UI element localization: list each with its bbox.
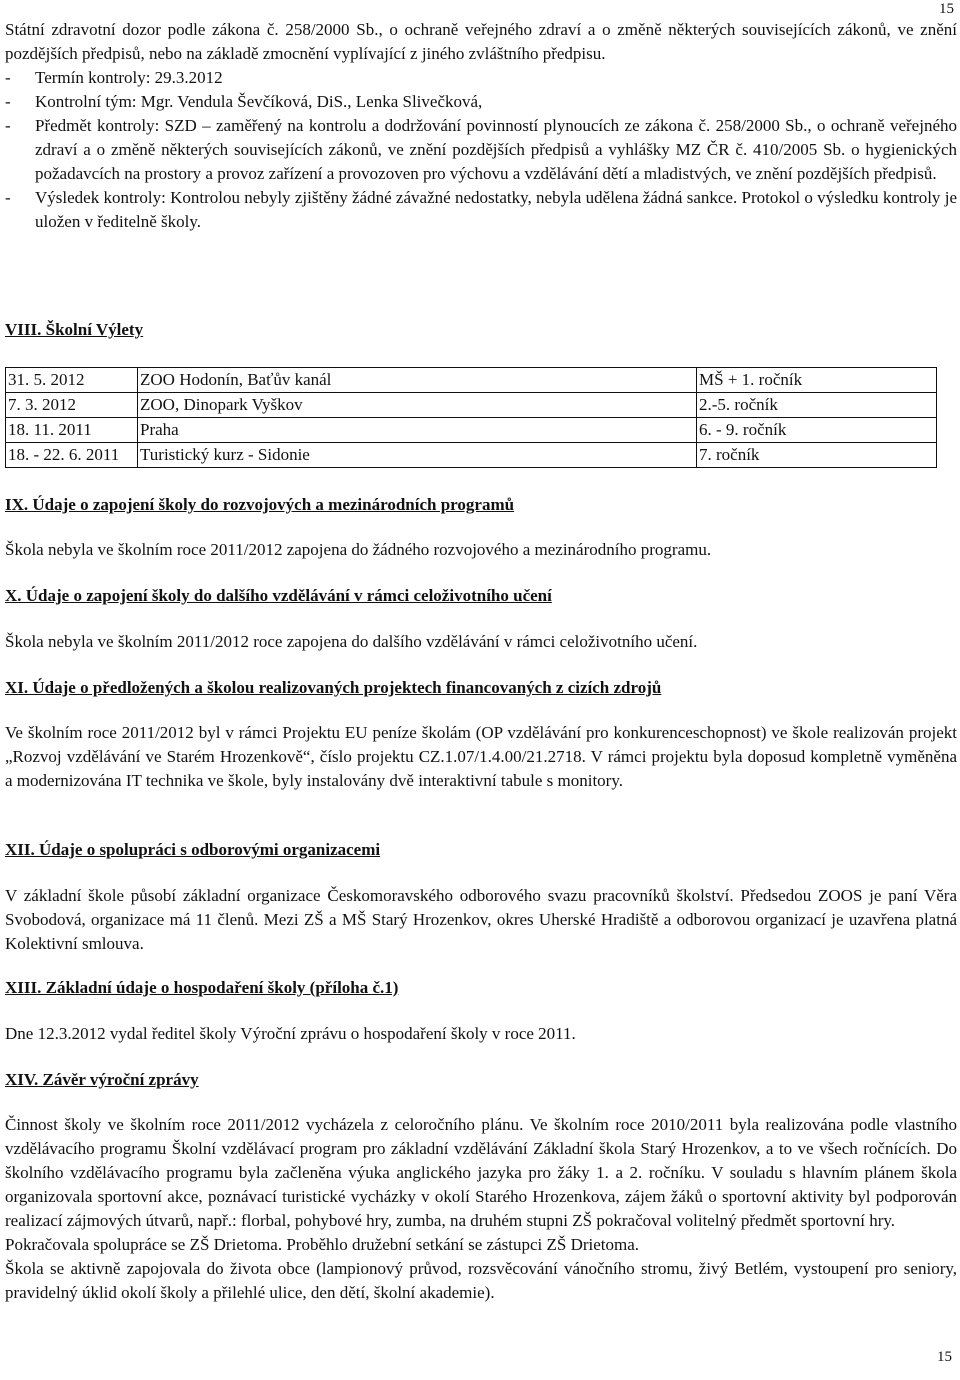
trip-date: 31. 5. 2012 <box>6 368 138 393</box>
intro-item <box>5 186 957 234</box>
inspection-date: Termín kontroly: 29.3.2012 <box>35 68 223 87</box>
trips-table <box>5 367 937 468</box>
section-xiii-heading: XIII. Základní údaje o hospodaření školy (příloha č.1) <box>5 978 399 997</box>
trip-date: 18. - 22. 6. 2011 <box>6 443 138 468</box>
section-x-text: Škola nebyla ve školním 2011/2012 roce zapojena do dalšího vzdělávání v rámci celoživotního učení. <box>5 632 698 651</box>
trip-place: ZOO Hodonín, Baťův kanál <box>138 368 697 393</box>
trip-class: 7. ročník <box>697 443 937 468</box>
page-number-bottom: 15 <box>937 1349 952 1365</box>
trip-class: MŠ + 1. ročník <box>697 368 937 393</box>
section-ix-text: Škola nebyla ve školním roce 2011/2012 zapojena do žádného rozvojového a mezinárodního programu. <box>5 540 712 559</box>
bullet-dash: - <box>5 188 11 207</box>
section-xi-heading: XI. Údaje o předložených a školou realizovaných projektech financovaných z cizích zdrojů <box>5 678 662 697</box>
inspection-subject: Předmět kontroly: SZD – zaměřený na kontrolu a dodržování povinností plynoucích ze zákona č. 258/2000 Sb., o ochraně veřejného zdraví a o změně některých souvisejících zákonů, ve znění pozdějších předpisů a vyhlášky MZ ČR č. 410/2005 Sb. o hygienických požadavcích na prostory a provoz zařízení a provozoven pro výchovu a vzdělávání dětí a mladistvých, ve znění pozdějších předpisů. <box>35 116 957 183</box>
trip-date: 7. 3. 2012 <box>6 393 138 418</box>
section-xii-text: V základní škole působí základní organizace Českomoravského odborového svazu pracovníků školství. Předsedou ZOOS je paní Věra Svobodová, organizace má 11 členů. Mezi ZŠ a MŠ Starý Hrozenkov, okres Uherské Hradiště a odborovou organizací je uzavřena platná Kolektivní smlouva. <box>5 886 957 953</box>
conclusion-paragraph-1: Činnost školy ve školním roce 2011/2012 vycházela z celoročního plánu. Ve školním roce 2010/2011 byla realizována podle vlastního vzdělávacího programu Školní vzdělávací program pro základní vzdělávání Základní škola Starý Hrozenkov, a to ve všech ročnících. Do školního vzdělávacího programu byla začleněna výuka anglického jazyka pro žáky 1. a 2. ročníku. V souladu s hlavním plánem škola organizovala sportovní akce, poznávací turistické vycházky v okolí Starého Hrozenkova, zájem žáků o sportovní aktivity byl podporován realizací zájmových útvarů, např.: florbal, pohybové hry, zumba, na druhém stupni ZŠ pokračoval volitelný předmět sportovní hry. <box>5 1115 957 1230</box>
section-xiii-text: Dne 12.3.2012 vydal ředitel školy Výroční zprávu o hospodaření školy v roce 2011. <box>5 1024 576 1043</box>
section-xiv-body <box>5 1113 957 1305</box>
table-row <box>6 443 937 468</box>
trip-place: Turistický kurz - Sidonie <box>138 443 697 468</box>
table-row <box>6 393 937 418</box>
bullet-dash: - <box>5 116 11 135</box>
intro-block <box>5 18 957 234</box>
page-number-top: 15 <box>939 1 954 17</box>
section-x-heading: X. Údaje o zapojení školy do dalšího vzdělávání v rámci celoživotního učení <box>5 586 552 605</box>
table-row <box>6 418 937 443</box>
inspection-result: Výsledek kontroly: Kontrolou nebyly zjištěny žádné závažné nedostatky, nebyla udělena žádná sankce. Protokol o výsledku kontroly je uložen v ředitelně školy. <box>35 188 957 231</box>
trips-table-wrap <box>5 367 957 468</box>
trip-class: 6. - 9. ročník <box>697 418 937 443</box>
intro-item <box>5 114 957 186</box>
section-viii-heading: VIII. Školní Výlety <box>5 320 144 339</box>
section-ix-heading: IX. Údaje o zapojení školy do rozvojových a mezinárodních programů <box>5 495 515 514</box>
intro-item <box>5 66 957 90</box>
table-row <box>6 368 937 393</box>
inspection-team: Kontrolní tým: Mgr. Vendula Ševčíková, DiS., Lenka Slivečková, <box>35 92 483 111</box>
conclusion-paragraph-3: Škola se aktivně zapojovala do života obce (lampionový průvod, rozsvěcování vánočního stromu, živý Betlém, vystoupení pro seniory, pravidelný úklid okolí školy a přilehlé ulice, den dětí, školní akademie). <box>5 1259 957 1302</box>
bullet-dash: - <box>5 68 11 87</box>
trip-class: 2.-5. ročník <box>697 393 937 418</box>
intro-item <box>5 90 957 114</box>
section-xi-text: Ve školním roce 2011/2012 byl v rámci Projektu EU peníze školám (OP vzdělávání pro konkurenceschopnost) ve škole realizován projekt „Rozvoj vzdělávání ve Starém Hrozenkově“, číslo projektu CZ.1.07/1.4.00/21.2718. V rámci projektu byla doposud kompletně vyměněna a modernizována IT technika ve škole, byly instalovány dvě interaktivní tabule s monitory. <box>5 723 957 790</box>
conclusion-paragraph-2: Pokračovala spolupráce se ZŠ Drietoma. Proběhlo družební setkání se zástupci ZŠ Drietoma. <box>5 1235 640 1254</box>
trip-place: Praha <box>138 418 697 443</box>
trip-date: 18. 11. 2011 <box>6 418 138 443</box>
trip-place: ZOO, Dinopark Vyškov <box>138 393 697 418</box>
intro-paragraph: Státní zdravotní dozor podle zákona č. 258/2000 Sb., o ochraně veřejného zdraví a o změně některých souvisejících zákonů, ve znění pozdějších předpisů, nebo na základě zmocnění vyplívající z jiného zvláštního předpisu. <box>5 20 957 63</box>
bullet-dash: - <box>5 92 11 111</box>
section-xii-heading: XII. Údaje o spolupráci s odborovými organizacemi <box>5 840 381 859</box>
section-xiv-heading: XIV. Závěr výroční zprávy <box>5 1070 199 1089</box>
